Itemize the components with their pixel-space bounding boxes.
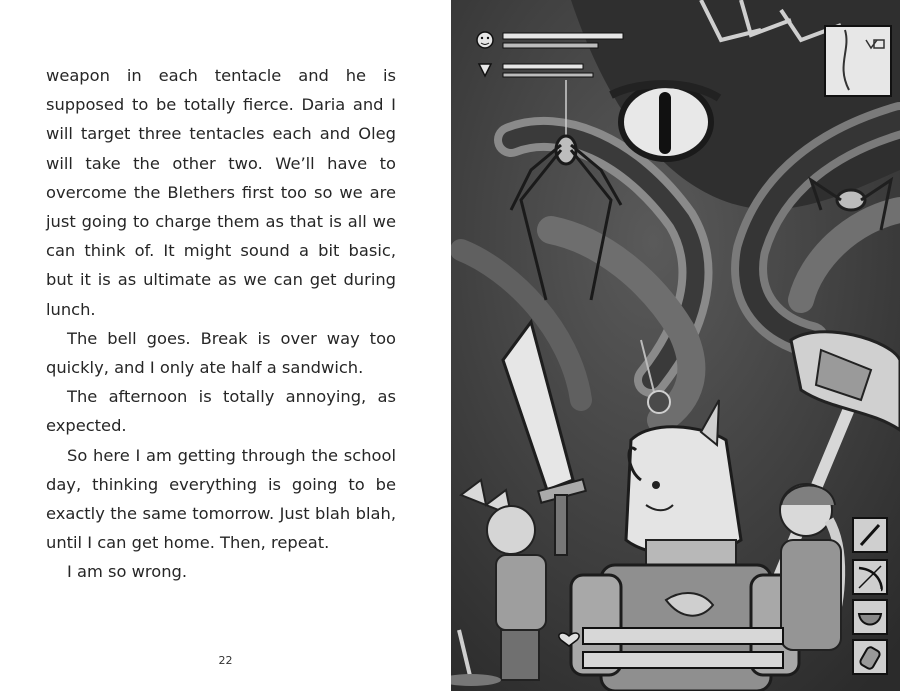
paragraph-5: I am so wrong. <box>67 562 188 582</box>
paragraph-1: weapon in each tentacle and he is supposed to be totally fierce. Daria and I will target three tentacles each and Oleg will take the other two. We’ll have to overcome the Blethers first too so we are just going to charge them as that is all we can think of. It might sound a bit basic, but it is as ultimate as we can get during lunch. <box>46 66 396 319</box>
health-bar <box>503 33 623 39</box>
hero-right <box>780 484 841 650</box>
bottom-energy-bar <box>583 652 783 668</box>
mana-bar <box>503 43 598 48</box>
bottom-health-bar <box>583 628 783 644</box>
page-number: 22 <box>218 654 233 667</box>
minimap <box>825 26 891 96</box>
food-bar <box>503 64 583 69</box>
face-icon <box>477 32 493 48</box>
paragraph-2: The bell goes. Break is over way too quickly, and I only ate half a sandwich. <box>46 328 396 378</box>
paragraph-4: So here I am getting through the school day, thinking everything is going to be exactly the same tomorrow. Just blah blah, until I can get home. Then, repeat. <box>46 445 396 553</box>
illustration-page <box>451 0 900 691</box>
battle-illustration <box>451 0 900 691</box>
body-text <box>46 61 396 587</box>
paragraph-3: The afternoon is totally annoying, as expected. <box>46 387 396 436</box>
